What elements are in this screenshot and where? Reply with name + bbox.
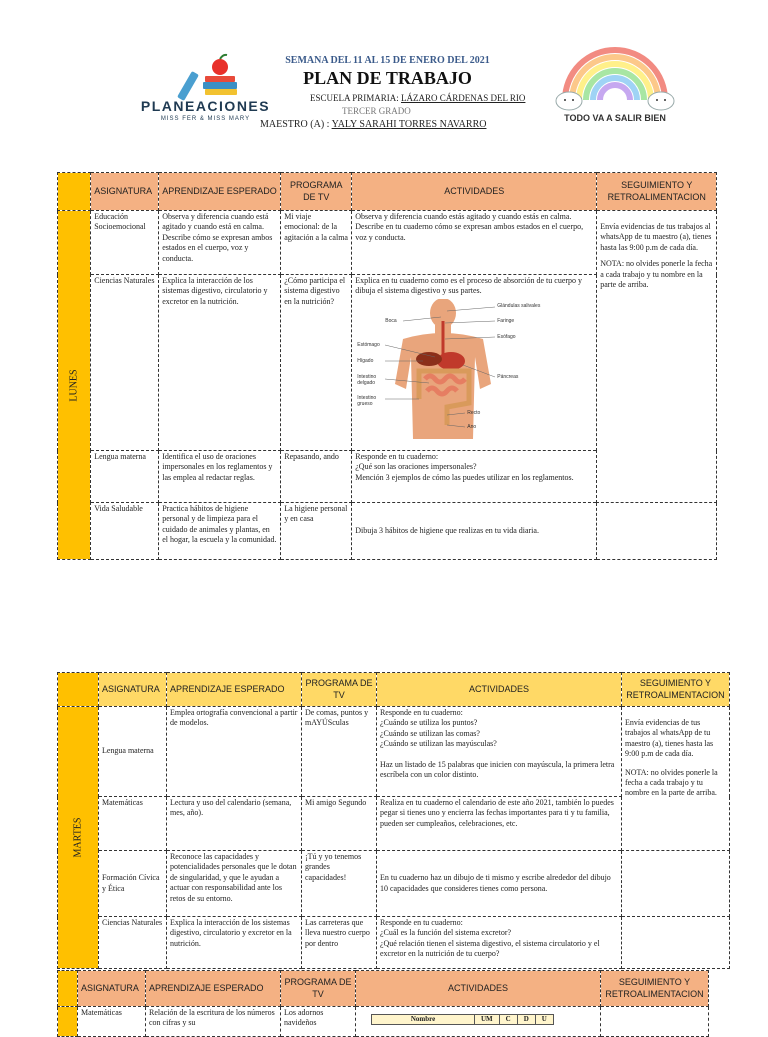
col-follow: SEGUIMIENTO Y RETROALIMENTACION [621,673,729,707]
diagram-label: Hígado [357,357,374,364]
learning-cell: Observa y diferencia cuando está agitado y cuando está en calma. Describe cómo se expresan ambos estados en el cuerpo, voz y conducta. [159,211,281,275]
learning-cell: Explica la interacción de los sistemas digestivo, circulatorio y excretor en la nutrición. [166,917,301,969]
activity-cell: Realiza en tu cuaderno el calendario de este año 2021, también lo puedes pegar si tienes uno y encierra las fechas importantes para ti y tu familia, pueden ser cumpleaños, celebraciones, etc. [376,797,621,851]
diagram-label: Intestino grueso [357,394,377,408]
col-follow: SEGUIMIENTO Y RETROALIMENTACION [597,173,717,211]
follow-text: Envía evidencias de tus trabajos al whatsApp de tu maestro (a), tienes hasta las 9:00 p.m de cada día. [600,222,712,252]
follow-cell-empty [621,917,729,969]
school-line [310,93,525,103]
activity-cell: Responde en tu cuaderno: ¿Cuándo se utiliza los puntos? ¿Cuándo se utilizan las comas? ¿Cuándo se utilizan las mayúsculas? Haz un listado de 15 palabras que inicien con mayúscula, la primera letra escríbela con un color distinto. [376,707,621,797]
plan-table-tuesday [57,672,730,969]
diagram-label: Boca [385,317,397,324]
plan-table-monday [57,172,717,560]
mini-header: Nombre [372,1015,475,1025]
day-label: MARTES [72,817,84,858]
activity-text: Explica en tu cuaderno como es el proceso de absorción de tu cuerpo y dibuja el sistema digestivo y sus partes. [355,276,583,296]
col-learning: APRENDIZAJE ESPERADO [146,971,281,1007]
mini-header: UM [475,1015,500,1025]
program-cell: Las carreteras que lleva nuestro cuerpo por dentro [301,917,376,969]
table-header-row [58,673,730,707]
table-row [58,917,730,969]
activity-cell: Responde en tu cuaderno: ¿Qué son las oraciones impersonales? Mención 3 ejemplos de cómo las puedes utilizar en los reglamentos. [352,451,597,503]
diagram-label: Páncreas [497,373,519,380]
follow-cell-empty [601,1007,709,1037]
follow-cell [597,211,717,503]
logo-subtitle: MISS FER & MISS MARY [160,116,251,122]
col-subject: ASIGNATURA [98,673,166,707]
rainbow-clouds-icon [555,45,675,113]
subject-cell: Educación Socioemocional [91,211,159,275]
learning-cell: Practica hábitos de higiene personal y de limpieza para el cuidado de animales y plantas, en el hogar, la escuela y la comunidad. [159,503,281,560]
subject-cell: Ciencias Naturales [91,275,159,451]
activity-cell: Responde en tu cuaderno: ¿Cuál es la función del sistema excretor? ¿Qué relación tienen el sistema digestivo, el sistema circulatorio y el excretor en la nutrición de tu cuerpo? [376,917,621,969]
digestive-system-diagram [355,299,590,439]
learning-cell: Emplea ortografía convencional a partir de modelos. [166,707,301,797]
col-program: PROGRAMA DE TV [301,673,376,707]
subject-cell: Ciencias Naturales [98,917,166,969]
subject-cell: Matemáticas [78,1007,146,1037]
page-title: PLAN DE TRABAJO [303,68,472,88]
subject-cell: Matemáticas [98,797,166,851]
follow-text: Envía evidencias de tus trabajos al whatsApp de tu maestro (a), tienes hasta las 9:00 p.m de cada día. [624,718,714,759]
diagram-label: Estómago [357,341,380,348]
mini-header: U [535,1015,553,1025]
corner-cell [58,971,78,1007]
logo-title: PLANEACIONES [140,98,271,114]
follow-note: NOTA: no olvides ponerle la fecha a cada trabajo y tu nombre en la parte de arriba. [624,767,718,798]
activity-cell [356,1007,601,1037]
col-learning: APRENDIZAJE ESPERADO [166,673,301,707]
col-subject: ASIGNATURA [78,971,146,1007]
day-cell [58,211,91,560]
learning-cell: Relación de la escritura de los números con cifras y su [146,1007,281,1037]
learning-cell: Explica la interacción de los sistemas digestivo, circulatorio y excretor en la nutrición. [159,275,281,451]
school-label: ESCUELA PRIMARIA: [310,93,399,103]
diagram-label: Ano [467,423,477,430]
program-cell: De comas, puntos y mAYÚSculas [301,707,376,797]
corner-cell [58,173,91,211]
learning-cell: Identifica el uso de oraciones impersonales en los reglamentos y las emplea al redactar reglas. [159,451,281,503]
corner-cell [58,673,99,707]
table-row [58,1007,709,1037]
table-row [58,211,717,275]
teacher-value: YALY SARAHI TORRES NAVARRO [331,119,487,130]
day-cell [58,707,99,969]
table-row [58,851,730,917]
diagram-label: Recto [467,409,481,416]
page-header [0,0,768,150]
activity-cell: En tu cuaderno haz un dibujo de ti mismo y escribe alrededor del dibujo 10 capacidades que consideres tienes como persona. [376,851,621,917]
col-program: PROGRAMA DE TV [281,173,352,211]
program-cell: Repasando, ando [281,451,352,503]
teacher-label: MAESTRO (A) : [260,119,330,130]
col-program: PROGRAMA DE TV [281,971,356,1007]
mini-header: C [499,1015,517,1025]
diagram-label: Intestino delgado [357,373,377,387]
day-cell [58,1007,78,1037]
motivation-text: TODO VA A SALIR BIEN [564,113,666,123]
program-cell: Mi viaje emocional: de la agitación a la calma [281,211,352,275]
place-value-header [372,1015,554,1025]
activity-cell: Observa y diferencia cuando estás agitado y cuando estás en calma. Describe en tu cuaderno cómo se expresan ambos estados en el cuerpo, voz y conducta. [352,211,597,275]
program-cell: La higiene personal y en casa [281,503,352,560]
follow-cell-empty [621,851,729,917]
col-subject: ASIGNATURA [91,173,159,211]
table-header-row [58,173,717,211]
program-cell: Mi amigo Segundo [301,797,376,851]
school-value: LÁZARO CÁRDENAS DEL RIO [401,93,526,103]
mini-header: D [517,1015,535,1025]
activity-cell: Dibuja 3 hábitos de higiene que realizas en tu vida diaria. [352,503,597,560]
col-activity: ACTIVIDADES [352,173,597,211]
activity-cell [352,275,597,451]
program-cell: ¡Tú y yo tenemos grandes capacidades! [301,851,376,917]
diagram-label: Faringe [497,317,515,324]
place-value-table [371,1014,554,1025]
subject-cell: Formación Cívica y Ética [98,851,166,917]
program-cell: ¿Cómo participa el sistema digestivo en la nutrición? [281,275,352,451]
program-cell: Los adornos navideños [281,1007,356,1037]
follow-note: NOTA: no olvides ponerle la fecha a cada trabajo y tu nombre en la parte de arriba. [600,259,713,289]
table-header-row [58,971,709,1007]
plan-table-next [57,970,709,1037]
day-label: LUNES [68,368,80,402]
grade-label: TERCER GRADO [342,106,411,116]
table-row [58,707,730,797]
learning-cell: Lectura y uso del calendario (semana, mes, año). [166,797,301,851]
diagram-label: Glándulas salivales [497,302,541,309]
week-range: SEMANA DEL 11 AL 15 DE ENERO DEL 2021 [285,55,490,66]
learning-cell: Reconoce las capacidades y potencialidades personales que le dotan de singularidad, y que le ayudan a actuar con responsabilidad ante los retos de su entorno. [166,851,301,917]
col-follow: SEGUIMIENTO Y RETROALIMENTACION [601,971,709,1007]
table-row [58,503,717,560]
subject-cell: Lengua materna [91,451,159,503]
col-activity: ACTIVIDADES [356,971,601,1007]
follow-cell-empty [597,503,717,560]
follow-cell [621,707,729,851]
subject-cell: Vida Saludable [91,503,159,560]
subject-cell: Lengua materna [98,707,166,797]
col-learning: APRENDIZAJE ESPERADO [159,173,281,211]
teacher-line [260,119,486,130]
col-activity: ACTIVIDADES [376,673,621,707]
diagram-label: Esófago [497,333,516,340]
